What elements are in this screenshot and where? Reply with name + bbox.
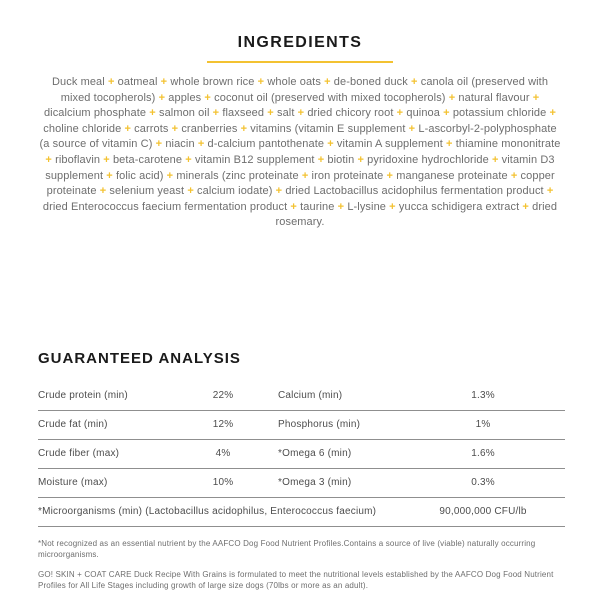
ingredient-item: iron proteinate [311, 169, 384, 182]
plus-separator: + [543, 185, 554, 198]
ingredient-item: L-ascorbyl-2-polyphosphate (a source of vitamin C) [39, 122, 557, 151]
plus-separator: + [184, 185, 198, 198]
plus-separator: + [104, 76, 118, 88]
ingredient-item: coconut oil (preserved with mixed tocopherols) [214, 91, 446, 104]
analysis-value: 22% [212, 390, 234, 402]
footnote-text: *Not recognized as an essential nutrient by the AAFCO Dog Food Nutrient Profiles.Contains a source of live (viable) naturally occurring microorganisms. [38, 538, 536, 559]
plus-separator: + [324, 138, 337, 151]
plus-separator: + [314, 153, 328, 166]
plus-separator: + [519, 200, 533, 213]
plus-separator: + [354, 153, 368, 166]
analysis-value: 0.3% [471, 477, 495, 489]
analysis-label: Phosphorus (min) [278, 419, 361, 431]
ingredient-item: carrots [134, 122, 169, 135]
plus-separator: + [163, 169, 177, 182]
analysis-value: 1.3% [471, 390, 495, 402]
analysis-label: *Omega 6 (min) [278, 448, 352, 460]
plus-separator: + [100, 153, 113, 166]
plus-separator: + [287, 200, 301, 213]
ingredient-item: vitamin A supplement [336, 138, 443, 151]
plus-separator: + [96, 185, 110, 198]
plus-separator: + [155, 91, 169, 104]
plus-separator: + [201, 91, 215, 104]
ingredient-item: flaxseed [222, 107, 265, 120]
ingredients-list-paragraph [37, 75, 563, 231]
analysis-value: 90,000,000 CFU/lb [439, 506, 527, 518]
plus-separator: + [386, 200, 399, 213]
ingredient-item: dried Enterococcus faecium fermentation product [42, 200, 288, 213]
ingredient-item: natural flavour [458, 91, 530, 104]
analysis-label: Crude protein (min) [38, 390, 128, 402]
ingredient-item: vitamin D3 supplement [45, 153, 555, 182]
ingredient-item: salmon oil [158, 107, 210, 120]
ingredient-item: canola oil (preserved with mixed tocopherols) [60, 76, 549, 104]
guaranteed-analysis-section-title: GUARANTEED ANALYSIS [38, 349, 241, 367]
analysis-table-row [38, 440, 565, 469]
ingredient-item: calcium iodate) [197, 185, 273, 198]
plus-separator: + [272, 185, 286, 198]
plus-separator: + [383, 169, 397, 182]
analysis-label: *Omega 3 (min) [278, 477, 352, 489]
plus-separator: + [546, 107, 557, 120]
gold-divider-rule [207, 61, 393, 63]
plus-separator: + [405, 122, 419, 135]
ingredient-item: quinoa [406, 107, 440, 120]
ingredient-item: dried chicory root [307, 107, 394, 120]
ingredient-item: oatmeal [117, 76, 158, 88]
ingredient-item: cranberries [181, 122, 238, 135]
plus-separator: + [182, 153, 195, 166]
analysis-label: Crude fat (min) [38, 419, 108, 431]
ingredient-item: minerals (zinc proteinate [176, 169, 299, 182]
ingredient-item: folic acid) [115, 169, 164, 182]
ingredient-item: yucca schidigera extract [398, 200, 520, 213]
analysis-label: Calcium (min) [278, 390, 343, 402]
plus-separator: + [320, 76, 334, 88]
analysis-table-row-microorganisms [38, 498, 565, 527]
ingredient-item: d-calcium pantothenate [207, 138, 325, 151]
analysis-table-row [38, 382, 565, 411]
plus-separator: + [152, 138, 166, 151]
plus-separator: + [298, 169, 312, 182]
plus-separator: + [529, 91, 540, 104]
ingredient-item: apples [168, 91, 202, 104]
plus-separator: + [440, 107, 453, 120]
analysis-label: *Microorganisms (min) (Lactobacillus acidophilus, Enterococcus faecium) [38, 506, 377, 518]
analysis-table-row [38, 411, 565, 440]
analysis-label: Crude fiber (max) [38, 448, 120, 460]
ingredient-item: biotin [327, 153, 355, 166]
analysis-value: 1% [475, 419, 491, 431]
ingredient-item: niacin [165, 138, 195, 151]
plus-separator: + [209, 107, 223, 120]
ingredient-item: choline chloride [43, 122, 122, 135]
analysis-table-row [38, 469, 565, 498]
ingredient-item: salt [276, 107, 295, 120]
plus-separator: + [121, 122, 135, 135]
ingredient-item: potassium chloride [452, 107, 547, 120]
plus-separator: + [157, 76, 171, 88]
analysis-value: 10% [212, 477, 234, 489]
plus-separator: + [237, 122, 251, 135]
ingredient-item: pyridoxine hydrochloride [367, 153, 489, 166]
plus-separator: + [407, 76, 421, 88]
analysis-label: Moisture (max) [38, 477, 108, 489]
plus-separator: + [254, 76, 268, 88]
analysis-value: 4% [215, 448, 231, 460]
plus-separator: + [45, 153, 56, 166]
plus-separator: + [507, 169, 521, 182]
ingredient-item: dried Lactobacillus acidophilus fermentation product [285, 185, 544, 198]
ingredients-section-title: INGREDIENTS [237, 34, 363, 51]
plus-separator: + [264, 107, 277, 120]
plus-separator: + [194, 138, 208, 151]
ingredient-item: whole oats [267, 76, 321, 88]
ingredient-item: manganese proteinate [396, 169, 508, 182]
guaranteed-analysis-table [38, 382, 565, 527]
ingredient-item: Duck meal [51, 76, 105, 88]
ingredient-item: dried rosemary. [275, 200, 558, 229]
analysis-value: 1.6% [471, 448, 495, 460]
plus-separator: + [334, 200, 348, 213]
ingredient-item: taurine [300, 200, 335, 213]
analysis-value: 12% [212, 419, 234, 431]
ingredient-item: vitamin B12 supplement [194, 153, 315, 166]
ingredient-item: selenium yeast [109, 185, 185, 198]
ingredient-item: whole brown rice [170, 76, 255, 88]
plus-separator: + [442, 138, 456, 151]
plus-separator: + [294, 107, 308, 120]
ingredient-item: L-lysine [347, 200, 387, 213]
plus-separator: + [445, 91, 459, 104]
ingredient-item: dicalcium phosphate [43, 107, 147, 120]
plus-separator: + [103, 169, 116, 182]
ingredient-item: copper proteinate [46, 169, 555, 198]
ingredient-item: thiamine mononitrate [455, 138, 561, 151]
plus-separator: + [168, 122, 182, 135]
ingredient-item: de-boned duck [333, 76, 408, 88]
ingredient-item: riboflavin [55, 153, 101, 166]
plus-separator: + [146, 107, 159, 120]
plus-separator: + [488, 153, 502, 166]
footnote-text: GO! SKIN + COAT CARE Duck Recipe With Grains is formulated to meet the nutritional levels established by the AAFCO Dog Food Nutrient Profiles for All Life Stages including growth of large size dogs (70lbs or more as an adult). [38, 569, 554, 590]
ingredient-item: beta-carotene [112, 153, 183, 166]
ingredient-item: vitamins (vitamin E supplement [250, 122, 406, 135]
plus-separator: + [393, 107, 407, 120]
footnotes-block [38, 538, 565, 591]
